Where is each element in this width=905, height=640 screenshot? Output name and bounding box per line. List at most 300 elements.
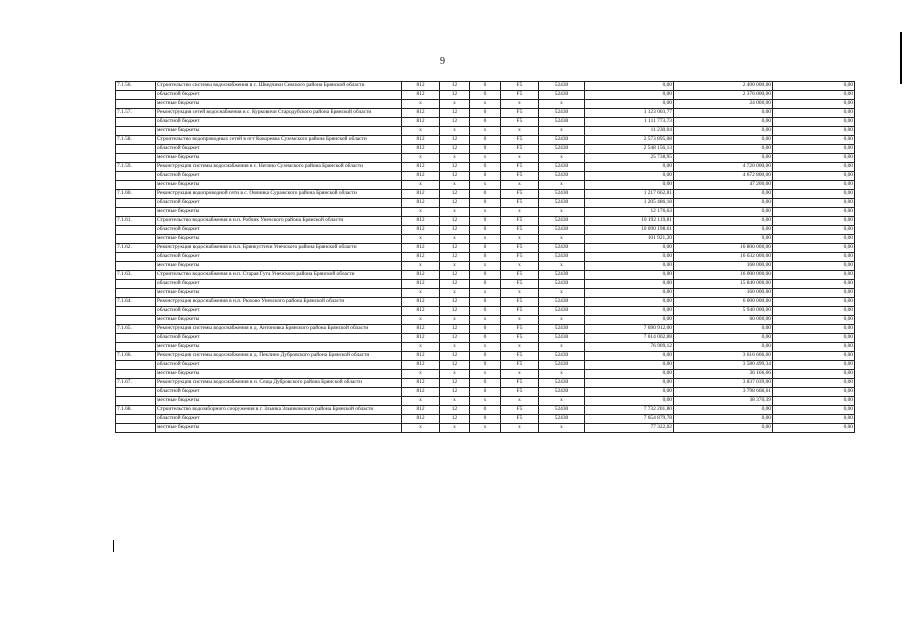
ministry-code-cell: 812 xyxy=(402,244,440,253)
ministry-code-cell: 812 xyxy=(402,361,440,370)
amount-year-2-cell: 0,00 xyxy=(674,199,773,208)
ministry-code-cell: x xyxy=(402,262,440,271)
expense-code-cell: x xyxy=(539,316,585,325)
amount-year-1-cell: 7 654 879,78 xyxy=(585,415,674,424)
item-number-cell xyxy=(116,343,156,352)
item-number-cell xyxy=(116,154,156,163)
target-article-cell: F5 xyxy=(501,244,539,253)
item-number-cell xyxy=(116,334,156,343)
section-code-cell: 12 xyxy=(440,379,470,388)
subsection-code-cell: 0 xyxy=(470,109,501,118)
subsection-code-cell: x xyxy=(470,289,501,298)
target-article-cell: x xyxy=(501,208,539,217)
target-article-cell: x xyxy=(501,343,539,352)
item-number-cell xyxy=(116,280,156,289)
section-code-cell: x xyxy=(440,127,470,136)
amount-year-2-cell: 160 000,00 xyxy=(674,289,773,298)
item-name-cell: Строительство водозаборного сооружения в г. Злынка Злынковского района Брянской области xyxy=(156,406,402,415)
subsection-code-cell: 0 xyxy=(470,244,501,253)
subsection-code-cell: 0 xyxy=(470,172,501,181)
item-name-cell: Реконструкция системы водоснабжения в д. Антоновка Брянского района Брянской области xyxy=(156,325,402,334)
section-code-cell: 12 xyxy=(440,253,470,262)
item-number-cell: 7.1.58. xyxy=(116,136,156,145)
amount-year-2-cell: 16 000 000,00 xyxy=(674,271,773,280)
ministry-code-cell: x xyxy=(402,424,440,433)
target-article-cell: F5 xyxy=(501,406,539,415)
amount-year-3-cell: 0,00 xyxy=(773,388,855,397)
amount-year-2-cell: 0,00 xyxy=(674,415,773,424)
section-code-cell: 12 xyxy=(440,145,470,154)
amount-year-1-cell: 7 614 002,88 xyxy=(585,334,674,343)
amount-year-3-cell: 0,00 xyxy=(773,289,855,298)
target-article-cell: x xyxy=(501,370,539,379)
expense-code-cell: x xyxy=(539,208,585,217)
item-number-cell xyxy=(116,289,156,298)
section-code-cell: x xyxy=(440,208,470,217)
target-article-cell: F5 xyxy=(501,379,539,388)
subsection-code-cell: 0 xyxy=(470,163,501,172)
expense-code-cell: x xyxy=(539,289,585,298)
target-article-cell: x xyxy=(501,424,539,433)
amount-year-2-cell: 38 370,39 xyxy=(674,397,773,406)
expense-code-cell: 52430 xyxy=(539,145,585,154)
subsection-code-cell: x xyxy=(470,181,501,190)
amount-year-2-cell: 15 840 000,00 xyxy=(674,280,773,289)
item-name-cell: областной бюджет xyxy=(156,415,402,424)
target-article-cell: x xyxy=(501,262,539,271)
item-number-cell: 7.1.63. xyxy=(116,271,156,280)
section-code-cell: 12 xyxy=(440,226,470,235)
ministry-code-cell: 812 xyxy=(402,82,440,91)
table-row xyxy=(116,235,855,244)
amount-year-3-cell: 0,00 xyxy=(773,154,855,163)
amount-year-3-cell: 0,00 xyxy=(773,226,855,235)
scan-edge-mark xyxy=(900,32,902,84)
table-row xyxy=(116,424,855,433)
target-article-cell: x xyxy=(501,100,539,109)
subsection-code-cell: x xyxy=(470,397,501,406)
table-row xyxy=(116,397,855,406)
amount-year-1-cell: 0,00 xyxy=(585,253,674,262)
amount-year-3-cell: 0,00 xyxy=(773,244,855,253)
expense-code-cell: 52430 xyxy=(539,307,585,316)
section-code-cell: x xyxy=(440,424,470,433)
ministry-code-cell: 812 xyxy=(402,136,440,145)
item-number-cell xyxy=(116,235,156,244)
target-article-cell: F5 xyxy=(501,190,539,199)
section-code-cell: 12 xyxy=(440,271,470,280)
amount-year-2-cell: 0,00 xyxy=(674,136,773,145)
amount-year-1-cell: 76 909,12 xyxy=(585,343,674,352)
target-article-cell: x xyxy=(501,154,539,163)
item-name-cell: областной бюджет xyxy=(156,334,402,343)
ministry-code-cell: 812 xyxy=(402,406,440,415)
amount-year-1-cell: 0,00 xyxy=(585,352,674,361)
ministry-code-cell: x xyxy=(402,208,440,217)
item-name-cell: Строительство водоснабжения в н.п. Робчик Унечского района Брянской области xyxy=(156,217,402,226)
ministry-code-cell: 812 xyxy=(402,352,440,361)
amount-year-2-cell: 3 580 499,34 xyxy=(674,361,773,370)
ministry-code-cell: 812 xyxy=(402,415,440,424)
subsection-code-cell: 0 xyxy=(470,415,501,424)
amount-year-1-cell: 0,00 xyxy=(585,397,674,406)
amount-year-3-cell: 0,00 xyxy=(773,190,855,199)
amount-year-3-cell: 0,00 xyxy=(773,208,855,217)
item-number-cell xyxy=(116,424,156,433)
subsection-code-cell: 0 xyxy=(470,388,501,397)
subsection-code-cell: 0 xyxy=(470,199,501,208)
subsection-code-cell: 0 xyxy=(470,334,501,343)
amount-year-3-cell: 0,00 xyxy=(773,415,855,424)
target-article-cell: x xyxy=(501,397,539,406)
section-code-cell: 12 xyxy=(440,91,470,100)
subsection-code-cell: 0 xyxy=(470,361,501,370)
item-number-cell xyxy=(116,370,156,379)
expense-code-cell: 52430 xyxy=(539,406,585,415)
ministry-code-cell: x xyxy=(402,235,440,244)
target-article-cell: F5 xyxy=(501,226,539,235)
item-number-cell: 7.1.67. xyxy=(116,379,156,388)
subsection-code-cell: 0 xyxy=(470,145,501,154)
ministry-code-cell: x xyxy=(402,397,440,406)
expense-code-cell: x xyxy=(539,100,585,109)
item-number-cell xyxy=(116,361,156,370)
ministry-code-cell: 812 xyxy=(402,334,440,343)
target-article-cell: F5 xyxy=(501,82,539,91)
target-article-cell: F5 xyxy=(501,91,539,100)
amount-year-3-cell: 0,00 xyxy=(773,316,855,325)
item-number-cell xyxy=(116,226,156,235)
amount-year-1-cell: 0,00 xyxy=(585,388,674,397)
subsection-code-cell: 0 xyxy=(470,352,501,361)
item-number-cell: 7.1.66. xyxy=(116,352,156,361)
amount-year-3-cell: 0,00 xyxy=(773,379,855,388)
amount-year-2-cell: 3 837 039,00 xyxy=(674,379,773,388)
amount-year-1-cell: 0,00 xyxy=(585,289,674,298)
amount-year-2-cell: 0,00 xyxy=(674,406,773,415)
expense-code-cell: 52430 xyxy=(539,163,585,172)
item-number-cell: 7.1.59. xyxy=(116,163,156,172)
table-row xyxy=(116,415,855,424)
subsection-code-cell: x xyxy=(470,262,501,271)
item-name-cell: областной бюджет xyxy=(156,253,402,262)
amount-year-1-cell: 7 732 201,80 xyxy=(585,406,674,415)
subsection-code-cell: 0 xyxy=(470,226,501,235)
amount-year-2-cell: 47 200,00 xyxy=(674,181,773,190)
item-name-cell: Строительство водоснабжения в н.п. Старая Гута Унечского района Брянской области xyxy=(156,271,402,280)
amount-year-1-cell: 0,00 xyxy=(585,91,674,100)
amount-year-3-cell: 0,00 xyxy=(773,397,855,406)
ministry-code-cell: 812 xyxy=(402,91,440,100)
subsection-code-cell: 0 xyxy=(470,325,501,334)
subsection-code-cell: x xyxy=(470,424,501,433)
expense-code-cell: 52430 xyxy=(539,82,585,91)
ministry-code-cell: 812 xyxy=(402,172,440,181)
section-code-cell: 12 xyxy=(440,163,470,172)
ministry-code-cell: 812 xyxy=(402,280,440,289)
table-row xyxy=(116,289,855,298)
item-number-cell: 7.1.61. xyxy=(116,217,156,226)
amount-year-3-cell: 0,00 xyxy=(773,262,855,271)
amount-year-1-cell: 10 192 119,81 xyxy=(585,217,674,226)
ministry-code-cell: x xyxy=(402,154,440,163)
amount-year-1-cell: 1 217 662,81 xyxy=(585,190,674,199)
item-number-cell: 7.1.60. xyxy=(116,190,156,199)
subsection-code-cell: x xyxy=(470,127,501,136)
amount-year-3-cell: 0,00 xyxy=(773,172,855,181)
amount-year-3-cell: 0,00 xyxy=(773,181,855,190)
item-name-cell: областной бюджет xyxy=(156,226,402,235)
item-number-cell xyxy=(116,145,156,154)
expense-code-cell: 52430 xyxy=(539,298,585,307)
ministry-code-cell: 812 xyxy=(402,163,440,172)
ministry-code-cell: 812 xyxy=(402,226,440,235)
amount-year-1-cell: 101 921,20 xyxy=(585,235,674,244)
amount-year-1-cell: 2 548 156,13 xyxy=(585,145,674,154)
expense-code-cell: 52430 xyxy=(539,253,585,262)
amount-year-3-cell: 0,00 xyxy=(773,424,855,433)
section-code-cell: 12 xyxy=(440,136,470,145)
ministry-code-cell: x xyxy=(402,370,440,379)
section-code-cell: 12 xyxy=(440,109,470,118)
table-row xyxy=(116,118,855,127)
amount-year-2-cell: 4 672 800,00 xyxy=(674,172,773,181)
budget-table xyxy=(115,81,855,433)
ministry-code-cell: 812 xyxy=(402,253,440,262)
expense-code-cell: x xyxy=(539,235,585,244)
ministry-code-cell: 812 xyxy=(402,298,440,307)
item-number-cell xyxy=(116,181,156,190)
amount-year-3-cell: 0,00 xyxy=(773,325,855,334)
section-code-cell: 12 xyxy=(440,199,470,208)
expense-code-cell: x xyxy=(539,262,585,271)
section-code-cell: 12 xyxy=(440,172,470,181)
section-code-cell: 12 xyxy=(440,190,470,199)
amount-year-2-cell: 0,00 xyxy=(674,154,773,163)
amount-year-1-cell: 7 690 912,00 xyxy=(585,325,674,334)
item-name-cell: областной бюджет xyxy=(156,307,402,316)
amount-year-1-cell: 25 738,95 xyxy=(585,154,674,163)
amount-year-1-cell: 0,00 xyxy=(585,280,674,289)
subsection-code-cell: 0 xyxy=(470,217,501,226)
expense-code-cell: x xyxy=(539,424,585,433)
table-row xyxy=(116,82,855,91)
expense-code-cell: x xyxy=(539,397,585,406)
item-name-cell: местные бюджеты xyxy=(156,397,402,406)
expense-code-cell: 52430 xyxy=(539,388,585,397)
subsection-code-cell: 0 xyxy=(470,118,501,127)
item-name-cell: Строительство системы водоснабжения в с. Шведчики Севского района Брянской области xyxy=(156,82,402,91)
ministry-code-cell: 812 xyxy=(402,190,440,199)
subsection-code-cell: x xyxy=(470,235,501,244)
amount-year-2-cell: 0,00 xyxy=(674,334,773,343)
subsection-code-cell: 0 xyxy=(470,190,501,199)
amount-year-3-cell: 0,00 xyxy=(773,343,855,352)
expense-code-cell: x xyxy=(539,370,585,379)
amount-year-1-cell: 0,00 xyxy=(585,361,674,370)
section-code-cell: 12 xyxy=(440,307,470,316)
item-number-cell: 7.1.57. xyxy=(116,109,156,118)
item-name-cell: местные бюджеты xyxy=(156,343,402,352)
amount-year-3-cell: 0,00 xyxy=(773,127,855,136)
table-row xyxy=(116,361,855,370)
target-article-cell: F5 xyxy=(501,118,539,127)
item-name-cell: местные бюджеты xyxy=(156,316,402,325)
table-row xyxy=(116,199,855,208)
item-name-cell: местные бюджеты xyxy=(156,289,402,298)
ministry-code-cell: 812 xyxy=(402,118,440,127)
table-row xyxy=(116,181,855,190)
amount-year-1-cell: 0,00 xyxy=(585,262,674,271)
item-name-cell: местные бюджеты xyxy=(156,424,402,433)
section-code-cell: x xyxy=(440,100,470,109)
table-row xyxy=(116,253,855,262)
section-code-cell: 12 xyxy=(440,334,470,343)
section-code-cell: 12 xyxy=(440,298,470,307)
expense-code-cell: 52430 xyxy=(539,136,585,145)
amount-year-3-cell: 0,00 xyxy=(773,109,855,118)
amount-year-1-cell: 0,00 xyxy=(585,298,674,307)
amount-year-2-cell: 0,00 xyxy=(674,145,773,154)
expense-code-cell: 52430 xyxy=(539,118,585,127)
table-row xyxy=(116,190,855,199)
amount-year-1-cell: 12 176,63 xyxy=(585,208,674,217)
item-name-cell: областной бюджет xyxy=(156,361,402,370)
amount-year-3-cell: 0,00 xyxy=(773,136,855,145)
ministry-code-cell: x xyxy=(402,289,440,298)
amount-year-2-cell: 60 000,00 xyxy=(674,316,773,325)
item-name-cell: Реконструкция сетей водоснабжения в с. Курковичи Стародубского района Брянской области xyxy=(156,109,402,118)
table-row xyxy=(116,334,855,343)
amount-year-1-cell: 0,00 xyxy=(585,172,674,181)
amount-year-3-cell: 0,00 xyxy=(773,253,855,262)
item-number-cell: 7.1.64. xyxy=(116,298,156,307)
expense-code-cell: 52430 xyxy=(539,334,585,343)
target-article-cell: x xyxy=(501,289,539,298)
amount-year-1-cell: 0,00 xyxy=(585,163,674,172)
table-row xyxy=(116,226,855,235)
table-row xyxy=(116,172,855,181)
section-code-cell: 12 xyxy=(440,325,470,334)
item-name-cell: областной бюджет xyxy=(156,172,402,181)
amount-year-1-cell: 0,00 xyxy=(585,379,674,388)
amount-year-3-cell: 0,00 xyxy=(773,82,855,91)
item-number-cell xyxy=(116,118,156,127)
target-article-cell: F5 xyxy=(501,415,539,424)
amount-year-1-cell: 0,00 xyxy=(585,370,674,379)
table-row xyxy=(116,406,855,415)
item-number-cell: 7.1.56. xyxy=(116,82,156,91)
amount-year-3-cell: 0,00 xyxy=(773,118,855,127)
amount-year-1-cell: 0,00 xyxy=(585,82,674,91)
item-name-cell: местные бюджеты xyxy=(156,181,402,190)
item-number-cell xyxy=(116,91,156,100)
expense-code-cell: 52430 xyxy=(539,109,585,118)
expense-code-cell: x xyxy=(539,181,585,190)
expense-code-cell: 52430 xyxy=(539,244,585,253)
section-code-cell: 12 xyxy=(440,217,470,226)
target-article-cell: x xyxy=(501,235,539,244)
table-row xyxy=(116,154,855,163)
item-name-cell: Реконструкция системы водоснабжения в п. Сеща Дубровского района Брянской области xyxy=(156,379,402,388)
subsection-code-cell: 0 xyxy=(470,280,501,289)
amount-year-2-cell: 0,00 xyxy=(674,325,773,334)
expense-code-cell: 52430 xyxy=(539,271,585,280)
ministry-code-cell: x xyxy=(402,316,440,325)
amount-year-1-cell: 1 123 003,77 xyxy=(585,109,674,118)
table-row xyxy=(116,298,855,307)
subsection-code-cell: 0 xyxy=(470,82,501,91)
item-number-cell xyxy=(116,253,156,262)
item-name-cell: местные бюджеты xyxy=(156,235,402,244)
target-article-cell: F5 xyxy=(501,217,539,226)
ministry-code-cell: 812 xyxy=(402,217,440,226)
amount-year-1-cell: 77 322,02 xyxy=(585,424,674,433)
table-row xyxy=(116,370,855,379)
amount-year-2-cell: 4 720 000,00 xyxy=(674,163,773,172)
subsection-code-cell: 0 xyxy=(470,307,501,316)
target-article-cell: F5 xyxy=(501,334,539,343)
item-name-cell: Реконструкция водоснабжения в н.п. Рюхово Унечского района Брянской области xyxy=(156,298,402,307)
section-code-cell: x xyxy=(440,235,470,244)
section-code-cell: 12 xyxy=(440,388,470,397)
table-row xyxy=(116,307,855,316)
table-row xyxy=(116,352,855,361)
target-article-cell: F5 xyxy=(501,352,539,361)
subsection-code-cell: 0 xyxy=(470,379,501,388)
amount-year-2-cell: 0,00 xyxy=(674,208,773,217)
amount-year-3-cell: 0,00 xyxy=(773,307,855,316)
item-name-cell: местные бюджеты xyxy=(156,370,402,379)
amount-year-2-cell: 0,00 xyxy=(674,343,773,352)
ministry-code-cell: 812 xyxy=(402,307,440,316)
ministry-code-cell: x xyxy=(402,127,440,136)
amount-year-3-cell: 0,00 xyxy=(773,406,855,415)
target-article-cell: F5 xyxy=(501,280,539,289)
subsection-code-cell: 0 xyxy=(470,91,501,100)
amount-year-3-cell: 0,00 xyxy=(773,352,855,361)
amount-year-3-cell: 0,00 xyxy=(773,163,855,172)
item-name-cell: местные бюджеты xyxy=(156,154,402,163)
target-article-cell: F5 xyxy=(501,136,539,145)
item-name-cell: местные бюджеты xyxy=(156,262,402,271)
table-row xyxy=(116,109,855,118)
amount-year-2-cell: 3 798 668,61 xyxy=(674,388,773,397)
table-row xyxy=(116,208,855,217)
amount-year-2-cell: 16 800 000,00 xyxy=(674,244,773,253)
amount-year-2-cell: 2 376 000,00 xyxy=(674,91,773,100)
amount-year-3-cell: 0,00 xyxy=(773,280,855,289)
item-name-cell: областной бюджет xyxy=(156,388,402,397)
section-code-cell: x xyxy=(440,154,470,163)
subsection-code-cell: x xyxy=(470,100,501,109)
amount-year-2-cell: 0,00 xyxy=(674,424,773,433)
table-row xyxy=(116,127,855,136)
amount-year-2-cell: 0,00 xyxy=(674,217,773,226)
item-number-cell: 7.1.65. xyxy=(116,325,156,334)
expense-code-cell: 52430 xyxy=(539,190,585,199)
amount-year-1-cell: 0,00 xyxy=(585,100,674,109)
amount-year-1-cell: 0,00 xyxy=(585,316,674,325)
amount-year-3-cell: 0,00 xyxy=(773,145,855,154)
ministry-code-cell: x xyxy=(402,100,440,109)
amount-year-3-cell: 0,00 xyxy=(773,235,855,244)
table-row xyxy=(116,388,855,397)
target-article-cell: F5 xyxy=(501,199,539,208)
subsection-code-cell: x xyxy=(470,343,501,352)
amount-year-1-cell: 10 090 198,61 xyxy=(585,226,674,235)
target-article-cell: F5 xyxy=(501,172,539,181)
